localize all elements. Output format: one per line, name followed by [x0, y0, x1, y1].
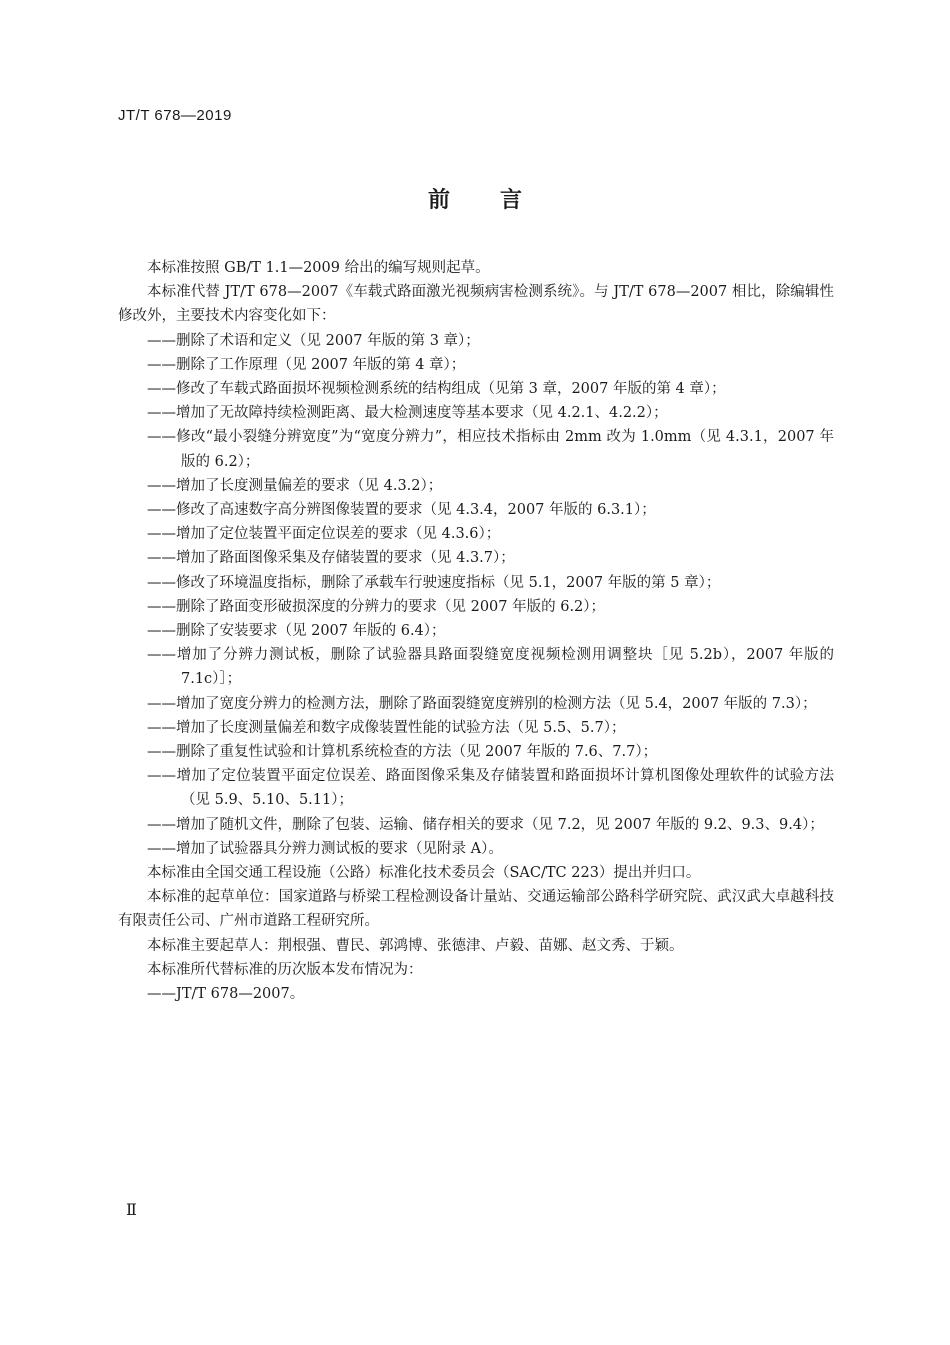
change-item: ——修改了高速数字高分辨图像装置的要求（见 4.3.4，2007 年版的 6.3.1）；	[147, 502, 656, 519]
change-item: ——增加了路面图像采集及存储装置的要求（见 4.3.7）；	[147, 550, 515, 567]
standard-code: JT/T 678—2019	[118, 107, 232, 124]
responsible-committee-paragraph: 本标准由全国交通工程设施（公路）标准化技术委员会（SAC/TC 223）提出并归口。	[147, 865, 701, 882]
change-item: ——修改“最小裂缝分辨宽度”为“宽度分辨力”，相应技术指标由 2mm 改为 1.0mm（见 4.3.1，2007 年版的 6.2）；	[147, 429, 834, 470]
change-item: ——增加了定位装置平面定位误差的要求（见 4.3.6）；	[147, 526, 501, 543]
change-item: ——增加了长度测量偏差和数字成像装置性能的试验方法（见 5.5、5.7）；	[147, 719, 626, 736]
drafting-units-paragraph: 本标准的起草单位：国家道路与桥梁工程检测设备计量站、交通运输部公路科学研究院、武汉武大卓越科技有限责任公司、广州市道路工程研究所。	[118, 889, 834, 930]
change-item: ——修改了环境温度指标，删除了承载车行驶速度指标（见 5.1，2007 年版的第 5 章）；	[147, 574, 721, 591]
change-item: ——删除了安装要求（见 2007 年版的 6.4）；	[147, 623, 446, 640]
change-item: ——增加了无故障持续检测距离、最大检测速度等基本要求（见 4.2.1、4.2.2）；	[147, 405, 668, 422]
change-item: ——修改了车载式路面损坏视频检测系统的结构组成（见第 3 章，2007 年版的第 4 章）；	[147, 381, 726, 398]
change-item: ——删除了重复性试验和计算机系统检查的方法（见 2007 年版的 7.6、7.7）；	[147, 744, 658, 761]
change-item: ——删除了工作原理（见 2007 年版的第 4 章）；	[147, 356, 466, 373]
change-item: ——增加了试验器具分辨力测试板的要求（见附录 A）。	[147, 840, 503, 857]
change-item: ——增加了定位装置平面定位误差、路面图像采集及存储装置和路面损坏计算机图像处理软件的试验方法（见 5.9、5.10、5.11）；	[147, 768, 834, 809]
change-item: ——删除了术语和定义（见 2007 年版的第 3 章）；	[147, 332, 480, 349]
version-history-paragraph: 本标准所代替标准的历次版本发布情况为：	[147, 961, 423, 978]
intro-paragraph-drafting-rules: 本标准按照 GB/T 1.1—2009 给出的编写规则起草。	[147, 260, 490, 276]
main-drafters-paragraph: 本标准主要起草人：荆根强、曹民、郭鸿博、张德津、卢毅、苗娜、赵文秀、于颖。	[147, 937, 684, 954]
document-body	[118, 256, 834, 1006]
change-item: ——增加了随机文件，删除了包装、运输、储存相关的要求（见 7.2，见 2007 年版的 9.2、9.3、9.4）；	[147, 816, 824, 833]
changes-list	[118, 329, 834, 861]
change-item: ——增加了宽度分辨力的检测方法，删除了路面裂缝宽度辨别的检测方法（见 5.4，2007 年版的 7.3）；	[147, 695, 817, 712]
page-number: Ⅱ	[126, 1200, 137, 1219]
change-item: ——增加了分辨力测试板，删除了试验器具路面裂缝宽度视频检测用调整块［见 5.2b），2007 年版的 7.1c）］；	[147, 647, 834, 688]
page-title: 前言	[427, 188, 572, 213]
change-item: ——删除了路面变形破损深度的分辨力的要求（见 2007 年版的 6.2）；	[147, 598, 606, 615]
version-history-item: ——JT/T 678—2007。	[147, 986, 305, 1003]
change-item: ——增加了长度测量偏差的要求（见 4.3.2）；	[147, 477, 443, 494]
intro-paragraph-replacement: 本标准代替 JT/T 678—2007《车载式路面激光视频病害检测系统》。与 JT/T 678—2007 相比，除编辑性修改外，主要技术内容变化如下：	[118, 284, 834, 325]
